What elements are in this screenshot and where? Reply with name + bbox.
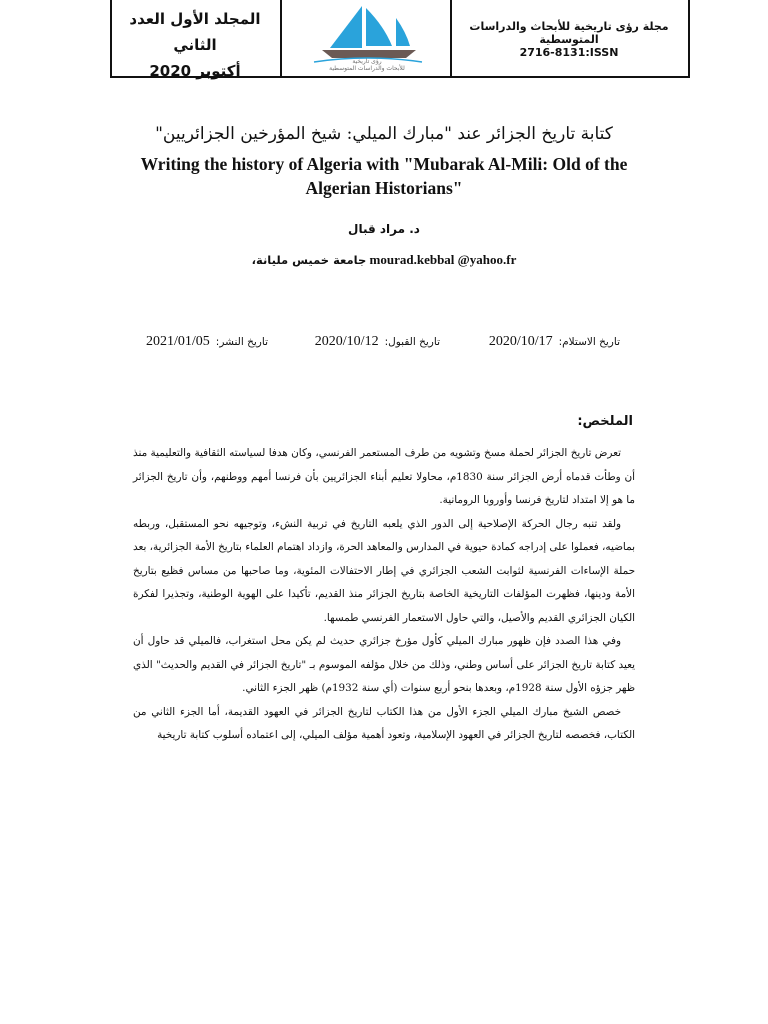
abstract-paragraph: وفي هذا الصدد فإن ظهور مبارك الميلي كأول مؤرخ جزائري حديث لم يكن محل استغراب، فالميلي قد حاول أن يعيد كتابة تاريخ الجزائر على أساس وطني، وذلك من خلال مؤلفه الموسوم بـ "تاريخ الجزائر في القديم والحديث" الذي ظهر جزؤه الأول سنة 1928م، وبعدها بنحو أربع سنوات (أي سنة 1932م) ظهر الجزء الثاني. [133, 635, 635, 694]
author-email[interactable]: mourad.kebbal @yahoo.fr [369, 252, 517, 267]
abstract-heading: الملخص: [577, 414, 633, 429]
date-accepted-label: تاريخ القبول: [384, 336, 440, 348]
abstract-body [133, 442, 635, 748]
author-name: د. مراد قبال [348, 222, 420, 236]
date-published [146, 334, 268, 350]
date-accepted [315, 334, 440, 350]
affiliation-university: جامعة خميس مليانة، [251, 253, 367, 267]
article-title-english: Writing the history of Algeria with "Mubarak Al-Mili: Old of the Algerian Historians" [140, 154, 628, 198]
abstract-paragraph: تعرض تاريخ الجزائر لحملة مسخ وتشويه من طرف المستعمر الفرنسي، وكان هدفا لسياسته الثقافية والتعليمية منذ أن وطأت قدماه أرض الجزائر سنة 1830م، محاولا تعليم أبناء الجزائريين بأن فرنسا أمهم ووطنهم، وأن تاريخ الجزائر ما هو إلا امتداد لتاريخ فرنسا وأوروبا الرومانية. [133, 447, 635, 506]
abstract-paragraph: خصص الشيخ مبارك الميلي الجزء الأول من هذا الكتاب لتاريخ الجزائر في العهود القديمة، أما الجزء الثاني من الكتاب، فخصصه لتاريخ الجزائر في العهود الإسلامية، وتعود أهمية مؤلف الميلي، إلى اعتماده أسلوب كتابة تاريخية [133, 705, 635, 741]
date-published-label: تاريخ النشر: [215, 336, 268, 348]
logo-caption-line: رؤى تاريخية [352, 58, 382, 65]
journal-issn: 2716-8131:ISSN [519, 46, 619, 59]
journal-header [110, 0, 690, 78]
date-published-value: 2021/01/05 [146, 334, 210, 349]
article-dates [120, 334, 620, 352]
volume-issue-line: المجلد الأول العدد الثاني [129, 10, 261, 54]
date-accepted-value: 2020/10/12 [314, 334, 379, 349]
date-received [489, 334, 620, 350]
author-affiliation [60, 252, 708, 268]
header-divider [450, 0, 452, 76]
date-received-label: تاريخ الاستلام: [558, 336, 620, 348]
article-title-arabic: كتابة تاريخ الجزائر عند "مبارك الميلي: شيخ المؤرخين الجزائريين" [155, 124, 613, 144]
logo-caption [292, 58, 442, 72]
logo-caption-line: للأبحاث والدراسات المتوسطية [329, 65, 405, 72]
date-received-value: 2020/10/17 [488, 334, 553, 349]
volume-issue [116, 6, 274, 84]
journal-name: مجلة رؤى تاريخية للأبحاث والدراسات المتوسطية [469, 20, 669, 46]
abstract-paragraph: ولقد تنبه رجال الحركة الإصلاحية إلى الدور الذي يلعبه التاريخ في تربية النشء، وتوجيهه نحو المستقبل، وربطه بماضيه، فعملوا على إدراجه كمادة حيوية في المدارس والمعاهد الحرة، وازداد اهتمام العلماء بتاريخ الأمة الجزائرية، بعد حملة الإساءات الفرنسية لثوابت الشعب الجزائري في إطار الاحتفالات المئوية، وما صاحبها من مساس فظيع بتاريخ الأمة ودينها، فظهرت المؤلفات التاريخية الخاصة بتاريخ الجزائر منذ القديم، تأكيدا على الهوية الوطنية، وتجذيرا لفكرة الكيان الجزائري القديم والأصيل، والتي حاول الاستعمار الفرنسي طمسها. [133, 517, 635, 624]
header-divider [280, 0, 282, 76]
issue-date-line: أكتوبر 2020 [149, 62, 241, 80]
